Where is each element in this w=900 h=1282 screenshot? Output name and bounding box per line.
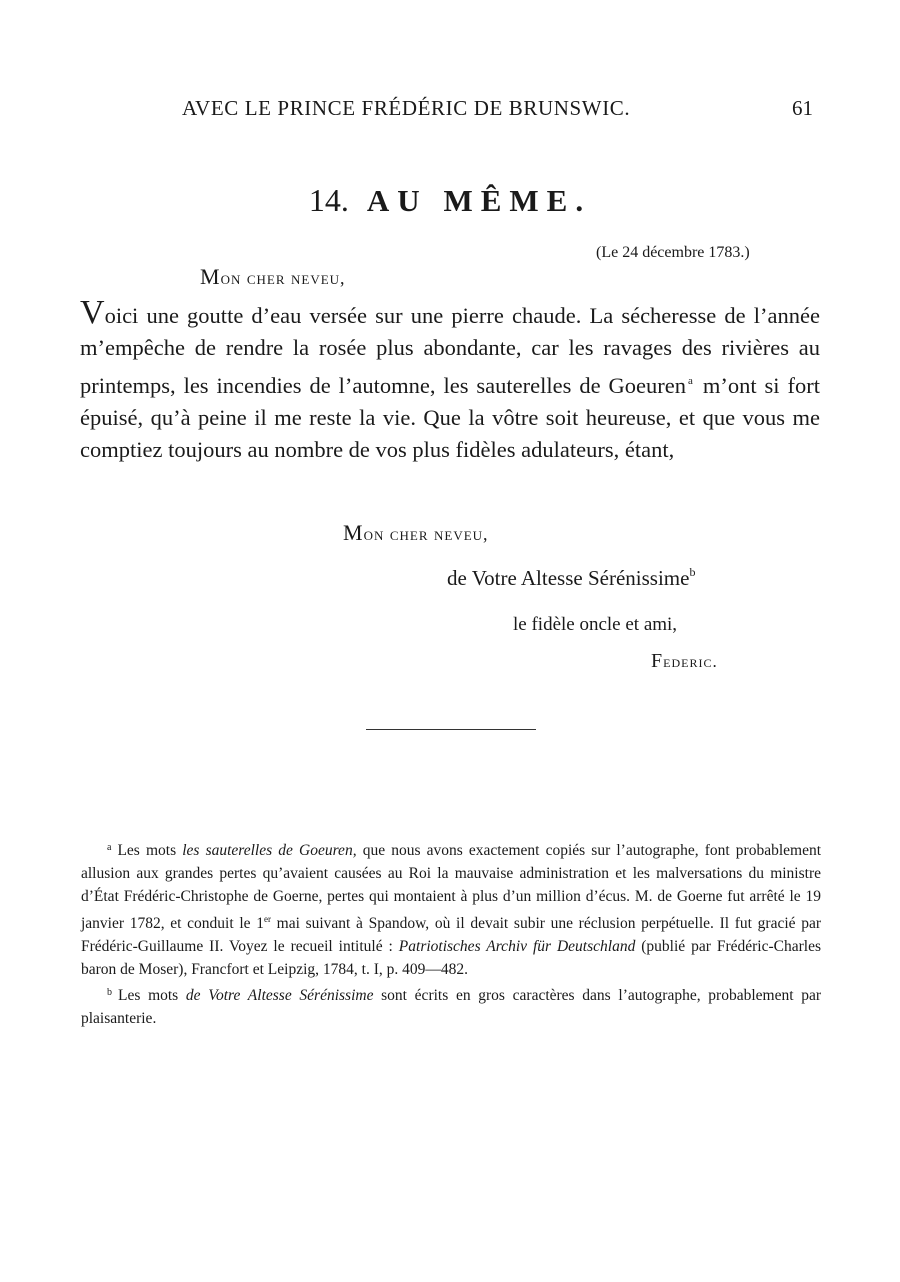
footnote-marker-a: a	[107, 842, 112, 853]
closing-salutation: Mon cher neveu,	[343, 520, 489, 545]
footnotes	[81, 836, 821, 1030]
footnote-a-text: mai suivant à Spandow, où il devait subir une réclusion perpétuelle. Il fut gracié par Frédéric-Guillaume II. Voyez le recueil intitulé :	[81, 915, 821, 955]
footnote-ref-b: b	[689, 565, 696, 579]
letter-body-part2: m’ont si fort épuisé, qu’à peine il me reste la vie. Que la vôtre soit heureuse, et que vous me comptiez toujours au nombre de vos plus fidèles adulateurs, étant,	[80, 372, 820, 463]
footnote-a-italic-title: Patriotisches Archiv für Deutschland	[398, 938, 636, 955]
footnote-a-text: (publié par Frédéric-Charles baron de Moser), Francfort et Leipzig, 1784, t. I, p. 409—482.	[81, 938, 822, 978]
footnote-a	[81, 836, 821, 981]
letter-title	[0, 182, 900, 219]
drop-cap: V	[80, 294, 105, 331]
separator-rule	[366, 729, 536, 730]
letter-number: 14.	[308, 182, 349, 218]
signoff-text: de Votre Altesse Sérénissime	[447, 566, 690, 590]
letter-body-part1: oici une goutte d’eau versée sur une pierre chaude. La sécheresse de l’année m’empêche de rendre la rosée plus abondante, car les ravages des rivières au printemps, les incendies de l’automne, les sauterelles de Goeuren	[80, 303, 820, 398]
footnote-b-text: Les mots	[118, 987, 186, 1004]
signoff-line	[447, 565, 695, 591]
footnote-a-text: Les mots	[117, 842, 183, 859]
footnote-a-superscript: er	[263, 914, 271, 924]
page-number: 61	[792, 96, 813, 120]
friend-line: le fidèle oncle et ami,	[513, 614, 678, 635]
footnote-b-text: sont écrits en gros caractères dans l’autographe, probablement par plaisanterie.	[81, 987, 821, 1027]
footnote-ref-a: a	[687, 374, 693, 387]
letter-date: (Le 24 décembre 1783.)	[596, 244, 750, 261]
salutation: Mon cher neveu,	[200, 264, 346, 289]
footnote-a-text: que nous avons exactement copiés sur l’autographe, font probablement allusion aux grandes pertes qu’avaient causées au Roi la mauvaise administration et les malversations du ministre d’État Frédéric-Christophe de Goerne, pertes qui montaient à plus d’un million d’écus. M. de Goerne fut arrêté le 19 janvier 1782, et conduit le 1	[81, 842, 822, 932]
footnote-b-italic: de Votre Altesse Sérénissime	[185, 987, 374, 1004]
letter-heading: AU MÊME.	[366, 183, 592, 218]
running-head: AVEC LE PRINCE FRÉDÉRIC DE BRUNSWIC.	[182, 96, 631, 120]
letter-body	[80, 294, 820, 466]
footnote-b	[81, 981, 821, 1030]
footnote-marker-b: b	[107, 987, 112, 998]
footnote-a-italic: les sauterelles de Goeuren,	[182, 842, 357, 859]
signature: Federic.	[651, 650, 718, 672]
